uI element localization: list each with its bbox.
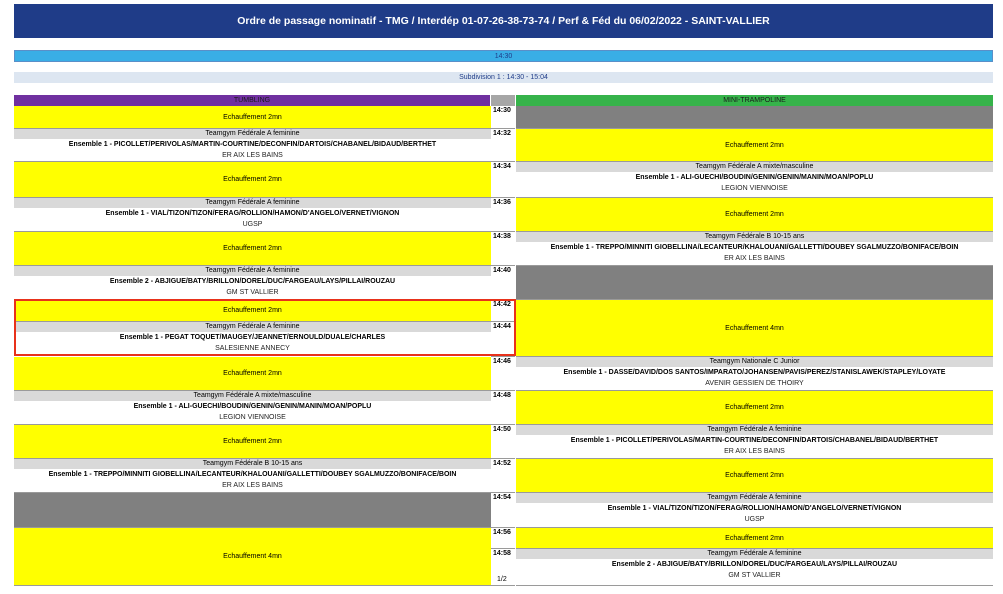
warmup-cell: Echauffement 2mn <box>14 425 491 459</box>
team-entry <box>14 266 491 300</box>
warmup-cell: Echauffement 2mn <box>14 232 491 266</box>
team-club: LEGION VIENNOISE <box>721 185 788 192</box>
team-club: ER AIX LES BAINS <box>222 152 283 159</box>
team-category: Teamgym Fédérale A feminine <box>14 198 491 208</box>
time-slot: 14:42 <box>491 300 515 322</box>
team-entry <box>516 549 993 586</box>
team-members: Ensemble 2 - ABJIGUE/BATY/BRILLON/DOREL/DUC/FARGEAU/LAYS/PILLAI/ROUZAU <box>109 278 396 285</box>
time-slot: 14:56 <box>491 528 515 549</box>
time-slot: 14:30 <box>491 106 515 129</box>
team-category: Teamgym Fédérale A feminine <box>14 322 491 332</box>
team-members: Ensemble 1 - TREPPO/MINNITI GIOBELLINA/LECANTEUR/KHALOUANI/GALLETTI/DOUBEY SGALMUZZO/BONIFACE/BOIN <box>550 244 959 251</box>
column-header-tumbling: TUMBLING <box>14 95 490 106</box>
team-club: UGSP <box>242 221 263 228</box>
time-slot: 14:44 <box>491 322 515 357</box>
team-club: AVENIR GESSIEN DE THOIRY <box>705 380 804 387</box>
team-entry <box>516 232 993 266</box>
time-bar: 14:30 <box>14 50 993 62</box>
column-header-time <box>491 95 515 106</box>
warmup-cell: Echauffement 2mn <box>14 162 491 198</box>
team-entry <box>516 425 993 459</box>
team-category: Teamgym Fédérale A feminine <box>516 493 993 503</box>
page-number: 1/2 <box>497 576 507 583</box>
column-header-mini-trampoline: MINI-TRAMPOLINE <box>516 95 993 106</box>
team-club: ER AIX LES BAINS <box>724 448 785 455</box>
warmup-cell: Echauffement 2mn <box>14 300 491 322</box>
team-members: Ensemble 2 - ABJIGUE/BATY/BRILLON/DOREL/DUC/FARGEAU/LAYS/PILLAI/ROUZAU <box>611 561 898 568</box>
time-slot: 14:50 <box>491 425 515 459</box>
team-category: Teamgym Fédérale A feminine <box>14 129 491 139</box>
subdivision-bar: Subdivision 1 : 14:30 - 15:04 <box>14 72 993 83</box>
empty-slot <box>516 106 993 129</box>
page-title: Ordre de passage nominatif - TMG / Interdép 01-07-26-38-73-74 / Perf & Féd du 06/02/2022 - SAINT-VALLIER <box>14 4 993 38</box>
selection-highlight <box>14 299 516 356</box>
time-slot: 14:36 <box>491 198 515 232</box>
time-slot: 14:40 <box>491 266 515 300</box>
team-members: Ensemble 1 - TREPPO/MINNITI GIOBELLINA/LECANTEUR/KHALOUANI/GALLETTI/DOUBEY SGALMUZZO/BONIFACE/BOIN <box>48 471 457 478</box>
warmup-cell: Echauffement 2mn <box>14 106 491 129</box>
team-category: Teamgym Fédérale A feminine <box>516 425 993 435</box>
team-members: Ensemble 1 - VIAL/TIZON/TIZON/FERAG/ROLLION/HAMON/D'ANGELO/VERNET/VIGNON <box>607 505 902 512</box>
team-category: Teamgym Fédérale A mixte/masculine <box>14 391 491 401</box>
team-entry <box>516 357 993 391</box>
team-category: Teamgym Fédérale A feminine <box>14 266 491 276</box>
time-slot: 14:48 <box>491 391 515 425</box>
team-entry <box>14 391 491 425</box>
team-category: Teamgym Fédérale B 10-15 ans <box>516 232 993 242</box>
time-slot: 14:32 <box>491 129 515 162</box>
empty-slot <box>14 493 491 528</box>
team-club: ER AIX LES BAINS <box>724 255 785 262</box>
warmup-cell: Echauffement 4mn <box>14 528 491 586</box>
team-club: GM ST VALLIER <box>226 289 279 296</box>
team-category: Teamgym Fédérale A mixte/masculine <box>516 162 993 172</box>
time-slot: 14:46 <box>491 357 515 391</box>
team-club: LEGION VIENNOISE <box>219 414 286 421</box>
warmup-cell: Echauffement 2mn <box>14 357 491 391</box>
team-entry <box>516 493 993 528</box>
time-slot: 14:58 <box>491 549 515 586</box>
team-entry <box>516 162 993 198</box>
empty-slot <box>516 266 993 300</box>
time-slot: 14:34 <box>491 162 515 198</box>
team-category: Teamgym Fédérale B 10-15 ans <box>14 459 491 469</box>
warmup-cell: Echauffement 2mn <box>516 129 993 162</box>
team-members: Ensemble 1 - PEGAT TOQUET/MAUGEY/JEANNET/ERNOULD/DUALE/CHARLES <box>119 334 386 341</box>
team-entry <box>14 129 491 162</box>
team-members: Ensemble 1 - PICOLLET/PERIVOLAS/MARTIN-COURTINE/DECONFIN/DARTOIS/CHABANEL/BIDAUD/BERTHET <box>68 141 437 148</box>
team-entry <box>14 198 491 232</box>
team-members: Ensemble 1 - ALI-GUECHI/BOUDIN/GENIN/GENIN/MANIN/MOAN/POPLU <box>133 403 372 410</box>
team-members: Ensemble 1 - DASSE/DAVID/DOS SANTOS/IMPARATO/JOHANSEN/PAVIS/PEREZ/STANISLAWEK/STAPLEY/LOYATE <box>563 369 946 376</box>
team-club: GM ST VALLIER <box>728 572 781 579</box>
team-members: Ensemble 1 - PICOLLET/PERIVOLAS/MARTIN-COURTINE/DECONFIN/DARTOIS/CHABANEL/BIDAUD/BERTHET <box>570 437 939 444</box>
warmup-cell: Echauffement 2mn <box>516 459 993 493</box>
team-members: Ensemble 1 - VIAL/TIZON/TIZON/FERAG/ROLLION/HAMON/D'ANGELO/VERNET/VIGNON <box>105 210 400 217</box>
team-category: Teamgym Nationale C Junior <box>516 357 993 367</box>
time-slot: 14:52 <box>491 459 515 493</box>
time-slot: 14:54 <box>491 493 515 528</box>
warmup-cell: Echauffement 4mn <box>516 300 993 357</box>
team-club: ER AIX LES BAINS <box>222 482 283 489</box>
time-slot: 14:38 <box>491 232 515 266</box>
team-category: Teamgym Fédérale A feminine <box>516 549 993 559</box>
team-club: SALESIENNE ANNECY <box>215 345 290 352</box>
team-club: UGSP <box>744 516 765 523</box>
warmup-cell: Echauffement 2mn <box>516 198 993 232</box>
warmup-cell: Echauffement 2mn <box>516 528 993 549</box>
warmup-cell: Echauffement 2mn <box>516 391 993 425</box>
team-entry <box>14 459 491 493</box>
team-members: Ensemble 1 - ALI-GUECHI/BOUDIN/GENIN/GENIN/MANIN/MOAN/POPLU <box>635 174 874 181</box>
